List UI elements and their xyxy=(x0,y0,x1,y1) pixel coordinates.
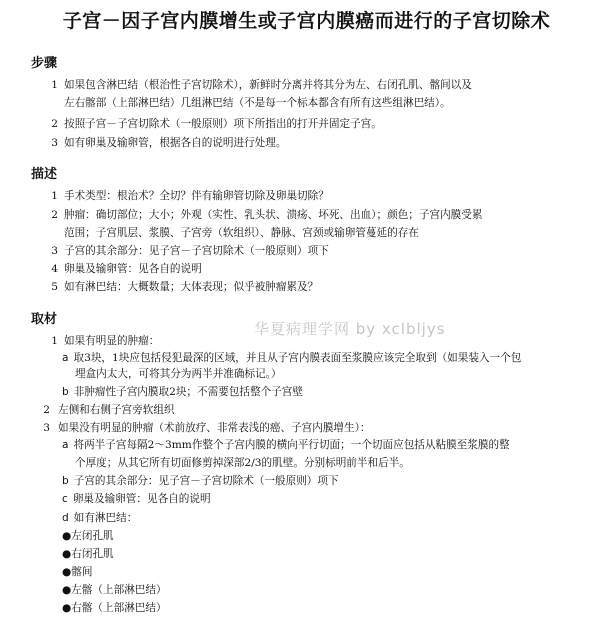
subitem-label: a xyxy=(62,352,69,364)
subitem-label: b xyxy=(62,386,69,398)
sampling-subitem-a xyxy=(62,351,521,365)
sampling-text: 如果有明显的肿瘤： xyxy=(64,335,160,347)
section-heading-description: 描述 xyxy=(31,167,58,182)
step-number: 1 xyxy=(51,79,58,91)
description-text: 肿瘤：确切部位；大小；外观（实性、乳头状、溃疡、坏死、出血）；颜色；子宫内膜受累 xyxy=(64,209,483,221)
description-number: 2 xyxy=(51,209,58,221)
bullet-text: 左髂（上部淋巴结） xyxy=(71,584,167,596)
description-number: 1 xyxy=(51,190,58,202)
step-text: 如果包含淋巴结（根治性子宫切除术），新鲜时分离并将其分为左、右闭孔肌、髂间以及 xyxy=(64,79,472,91)
bullet-item xyxy=(62,583,167,597)
subitem-text: 非肿瘤性子宫内膜取2块；不需要包括整个子宫壁 xyxy=(73,386,303,398)
description-text: 子宫的其余部分：见子宫－子宫切除术（一般原则）项下 xyxy=(64,245,329,257)
sampling-subitem-c xyxy=(62,492,211,506)
subitem-text: 子宫的其余部分：见子宫－子宫切除术（一般原则）项下 xyxy=(73,475,339,487)
sampling-number: 2 xyxy=(43,404,50,416)
description-text: 如有淋巴结：大概数量；大体表现；似乎被肿瘤累及？ xyxy=(64,281,319,293)
sampling-subitem-a xyxy=(62,438,510,452)
subitem-text: 取3块，1块应包括侵犯最深的区域，并且从子宫内膜表面至浆膜应该完全取到（如果装入一个包 xyxy=(73,352,522,364)
sampling-number: 1 xyxy=(51,335,58,347)
step-number: 2 xyxy=(51,118,58,130)
sampling-subitem-b xyxy=(62,385,303,399)
step-text: 如有卵巢及输卵管，根据各自的说明进行处理。 xyxy=(64,137,287,149)
sampling-number: 3 xyxy=(43,422,50,434)
bullet-item xyxy=(62,565,92,579)
description-number: 4 xyxy=(51,263,58,275)
page-title: 子宫－因子宫内膜增生或子宫内膜癌而进行的子宫切除术 xyxy=(62,10,551,32)
subitem-label: b xyxy=(62,475,69,487)
sampling-subitem-b xyxy=(62,474,339,488)
subitem-label: c xyxy=(62,493,68,505)
description-text: 范围；子宫肌层、浆膜、子宫旁（软组织）、静脉、宫颈或输卵管蔓延的存在 xyxy=(64,227,419,239)
bullet-icon: ● xyxy=(62,530,72,542)
subitem-text: 个厚度；从其它所有切面修剪掉深部2/3的肌壁。分别标明前半和后半。 xyxy=(75,457,410,469)
bullet-item xyxy=(62,601,167,615)
section-heading-steps: 步骤 xyxy=(31,56,58,71)
step-text: 按照子宫－子宫切除术（一般原则）项下所指出的打开并固定子宫。 xyxy=(64,118,382,130)
step-number: 3 xyxy=(51,137,58,149)
subitem-text: 如有淋巴结： xyxy=(73,512,138,524)
sampling-text: 如果没有明显的肿瘤（术前放疗、非常表浅的癌、子宫内膜增生）： xyxy=(58,422,371,434)
subitem-text: 将两半子宫每隔2～3mm作整个子宫内膜的横向平行切面；一个切面应包括从粘膜至浆膜的整 xyxy=(73,439,510,451)
bullet-icon: ● xyxy=(62,548,72,560)
sampling-text: 左侧和右侧子宫旁软组织 xyxy=(58,404,175,416)
subitem-label: a xyxy=(62,439,69,451)
bullet-text: 左闭孔肌 xyxy=(71,530,114,542)
subitem-text: 卵巢及输卵管：见各自的说明 xyxy=(72,493,211,505)
bullet-icon: ● xyxy=(62,566,72,578)
bullet-item xyxy=(62,529,114,543)
bullet-icon: ● xyxy=(62,602,72,614)
bullet-text: 右髂（上部淋巴结） xyxy=(71,602,167,614)
subitem-text: 埋盒内太大，可将其分为两半并准确标记。） xyxy=(75,368,282,380)
sampling-subitem-d xyxy=(62,511,137,525)
bullet-text: 右闭孔肌 xyxy=(71,548,114,560)
bullet-item xyxy=(62,547,114,561)
bullet-text: 髂间 xyxy=(71,566,93,578)
subitem-label: d xyxy=(62,512,69,524)
description-text: 手术类型：根治术？全切？伴有输卵管切除及卵巢切除？ xyxy=(64,190,329,202)
description-number: 5 xyxy=(51,281,58,293)
section-heading-sampling: 取材 xyxy=(31,312,58,327)
watermark: 华夏病理学网 by xclbljys xyxy=(254,320,446,338)
bullet-icon: ● xyxy=(62,584,72,596)
description-number: 3 xyxy=(51,245,58,257)
description-text: 卵巢及输卵管：见各自的说明 xyxy=(64,263,202,275)
step-text: 左右髂部（上部淋巴结）几组淋巴结（不是每一个标本都含有所有这些组淋巴结）。 xyxy=(64,97,451,109)
